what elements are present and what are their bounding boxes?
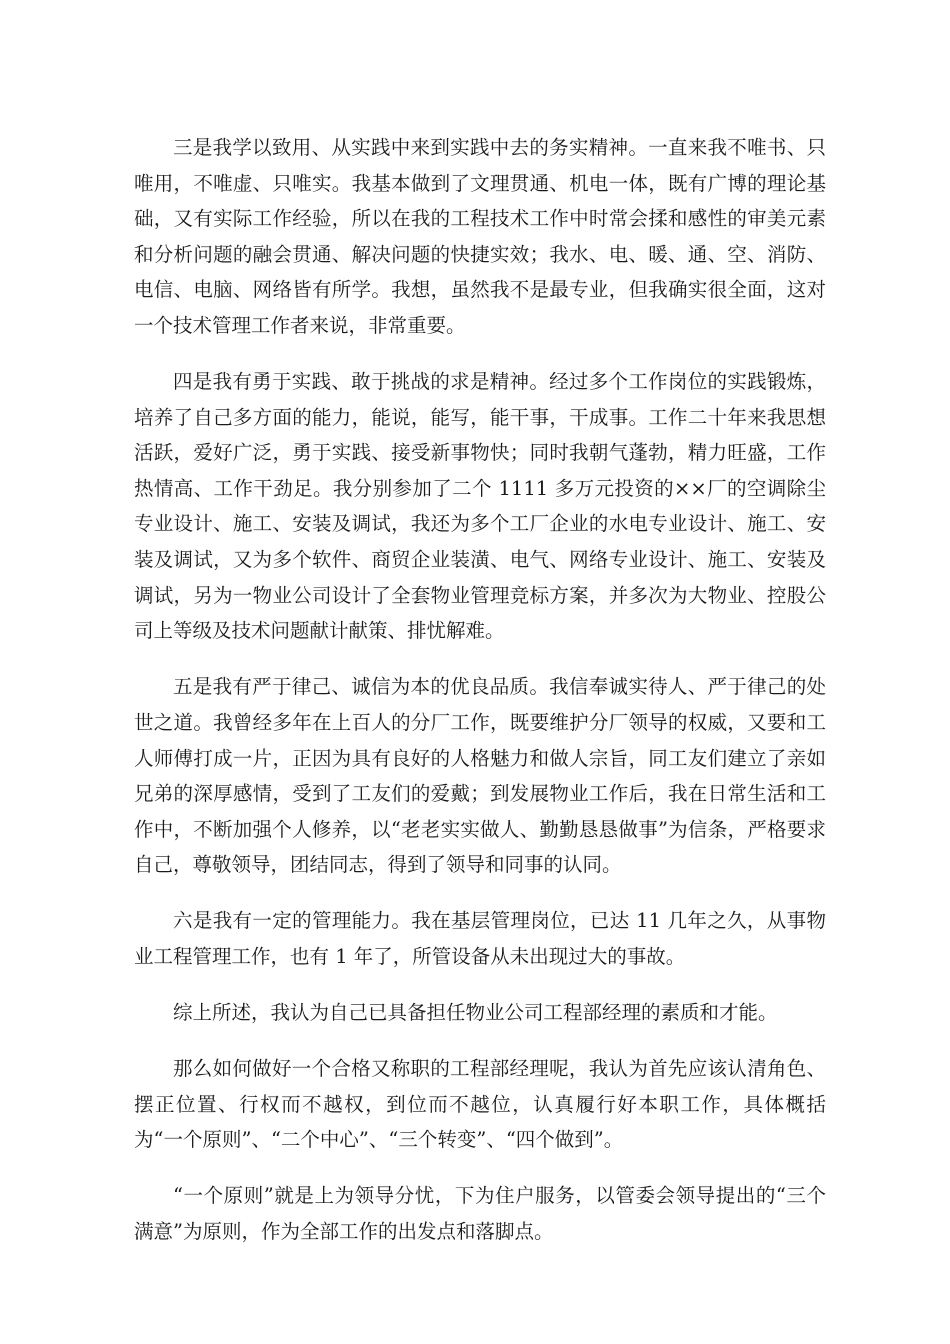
paragraph-one-principle: “一个原则”就是上为领导分忧，下为住户服务，以管委会领导提出的“三个满意”为原则，作为全部工作的出发点和落脚点。 [134,1184,826,1244]
paragraph-four: 四是我有勇于实践、敢于挑战的求是精神。经过多个工作岗位的实践锻炼，培养了自己多方面的能力，能说，能写，能干事，干成事。工作二十年来我思想活跃，爱好广泛，勇于实践、接受新事物快；同时我朝气蓬勃，精力旺盛，工作热情高、工作干劲足。我分别参加了二个 1111 多万元投资的××厂的空调除尘专业设计、施工、安装及调试，我还为多个工厂企业的水电专业设计、施工、安装及调试，又为多个软件、商贸企业装潢、电气、网络专业设计、施工、安装及调试，另为一物业公司设计了全套物业管理竞标方案，并多次为大物业、控股公司上等级及技术问题献计献策、排忧解难。 [134,370,826,643]
paragraph-six: 六是我有一定的管理能力。我在基层管理岗位，已达 11 几年之久，从事物业工程管理工作，也有 1 年了，所管设备从未出现过大的事故。 [134,909,826,968]
paragraph-three: 三是我学以致用、从实践中来到实践中去的务实精神。一直来我不唯书、只唯用，不唯虚、只唯实。我基本做到了文理贯通、机电一体，既有广博的理论基础，又有实际工作经验，所以在我的工程技术工作中时常会揉和感性的审美元素和分析问题的融会贯通、解决问题的快捷实效；我水、电、暖、通、空、消防、电信、电脑、网络皆有所学。我想，虽然我不是最专业，但我确实很全面，这对一个技术管理工作者来说，非常重要。 [134,136,826,337]
paragraph-five: 五是我有严于律己、诚信为本的优良品质。我信奉诚实待人、严于律己的处世之道。我曾经多年在上百人的分厂工作，既要维护分厂领导的权威，又要和工人师傅打成一片，正因为具有良好的人格魅力和做人宗旨，同工友们建立了亲如兄弟的深厚感情，受到了工友们的爱戴；到发展物业工作后，我在日常生活和工作中，不断加强个人修养，以“老老实实做人、勤勤恳恳做事”为信条，严格要求自己，尊敬领导，团结同志，得到了领导和同事的认同。 [134,675,826,877]
paragraph-how-to: 那么如何做好一个合格又称职的工程部经理呢，我认为首先应该认清角色、摆正位置、行权而不越权，到位而不越位，认真履行好本职工作，具体概括为“一个原则”、“二个中心”、“三个转变”、“四个做到”。 [134,1057,826,1152]
document-page [134,130,826,1270]
paragraph-summary: 综上所述，我认为自己已具备担任物业公司工程部经理的素质和才能。 [173,1001,778,1025]
